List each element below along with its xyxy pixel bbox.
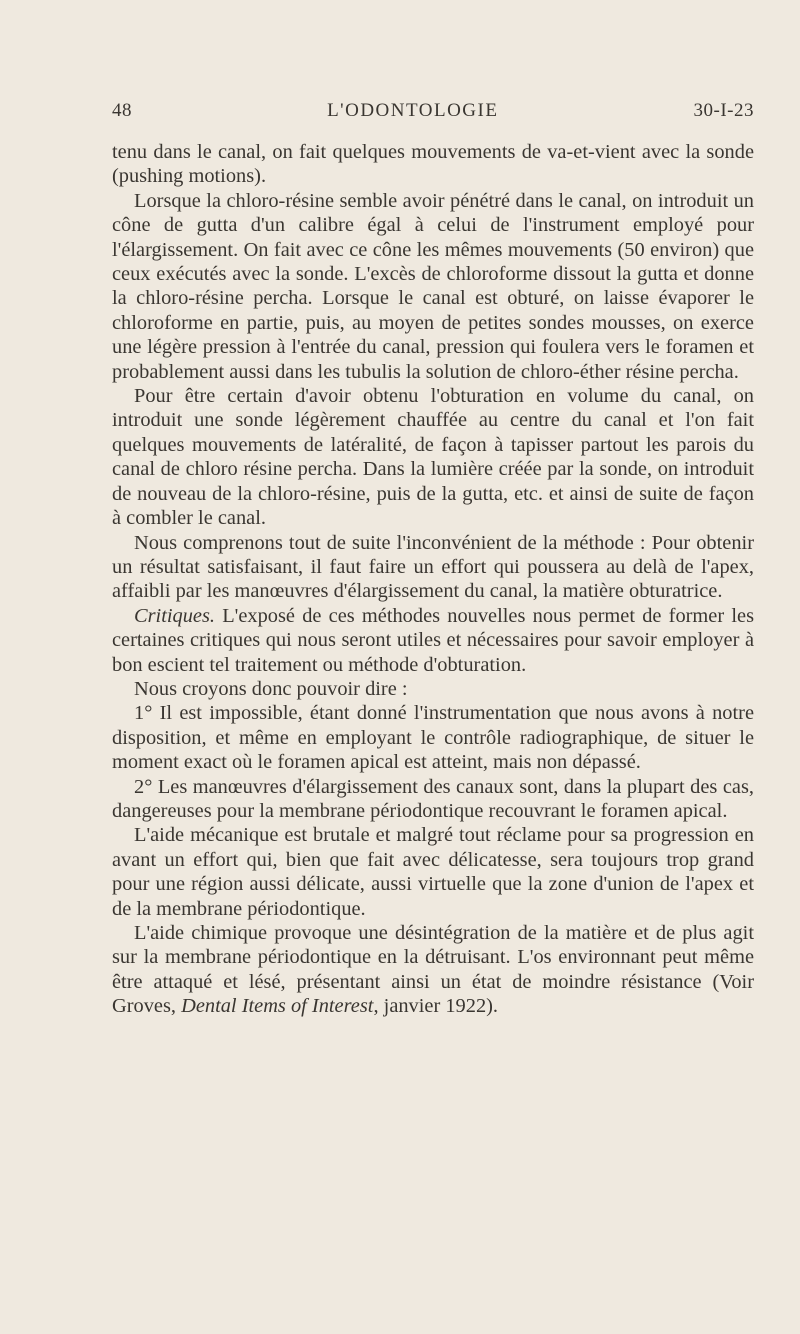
journal-title: L'ODONTOLOGIE [327, 100, 499, 121]
paragraph-text: L'exposé de ces méthodes nouvelles nous permet de former les certaines critiques qui nous seront utiles et nécessaires pour savoir employer à bon escient tel traitement ou méthode d'obturation. [112, 604, 754, 676]
paragraph: L'aide mécanique est brutale et malgré tout réclame pour sa progression en avant un effort qui, bien que fait avec délicatesse, sera toujours trop grand pour une région aussi délicate, aussi virtuelle que la zone d'union de l'apex et de la membrane périodontique. [112, 824, 754, 920]
paragraph-text: L'aide chimique provoque une désintégration de la matière et de plus agit sur la membrane périodontique en la détruisant. L'os environnant peut même être attaqué et lésé, présentant ainsi un état de moindre résistance (Voir Groves, [112, 922, 754, 1018]
body-text [112, 140, 754, 1019]
paragraph: tenu dans le canal, on fait quelques mouvements de va-et-vient avec la sonde (pushing motions). [112, 141, 754, 188]
paragraph: Lorsque la chloro-résine semble avoir pénétré dans le canal, on introduit un cône de gutta d'un calibre égal à celui de l'instrument employé pour l'élargissement. On fait avec ce cône les mêmes mouvements (50 environ) que ceux exécutés avec la sonde. L'excès de chloroforme dissout la gutta et donne la chloro-résine percha. Lorsque le canal est obturé, on laisse évaporer le chloroforme en partie, puis, au moyen de petites sondes mousses, on exerce une légère pression à l'entrée du canal, pression qui foulera vers le foramen et probablement aussi dans les tubulis la solution de chloro-éther résine percha. [112, 189, 754, 383]
paragraph: Pour être certain d'avoir obtenu l'obturation en volume du canal, on introduit une sonde légèrement chauffée au centre du canal et l'on fait quelques mouvements de latéralité, de façon à tapisser partout les parois du canal de chloro résine percha. Dans la lumière créée par la sonde, on introduit de nouveau de la chloro-résine, puis de la gutta, etc. et ainsi de suite de façon à combler le canal. [112, 385, 754, 530]
page-number: 48 [112, 100, 132, 121]
paragraph: Nous croyons donc pouvoir dire : [134, 677, 408, 700]
paragraph: 2° Les manœuvres d'élargissement des canaux sont, dans la plupart des cas, dangereuses pour la membrane périodontique recouvrant le foramen apical. [112, 775, 754, 822]
journal-reference: Dental Items of Interest [181, 995, 374, 1018]
paragraph: 1° Il est impossible, étant donné l'instrumentation que nous avons à notre disposition, et même en employant le contrôle radiographique, de situer le moment exact où le foramen apical est atteint, mais non dépassé. [112, 702, 754, 774]
running-head [112, 100, 754, 130]
section-lead: Critiques. [134, 604, 216, 627]
paragraph-tail: , janvier 1922). [373, 995, 499, 1018]
issue-date: 30-I-23 [693, 100, 754, 121]
paragraph-critiques [112, 604, 754, 677]
paragraph: Nous comprenons tout de suite l'inconvénient de la méthode : Pour obtenir un résultat satisfaisant, il faut faire un effort qui poussera au delà de l'apex, affaibli par les manœuvres d'élargissement du canal, la matière obturatrice. [112, 531, 754, 603]
paragraph-last [112, 921, 754, 1019]
